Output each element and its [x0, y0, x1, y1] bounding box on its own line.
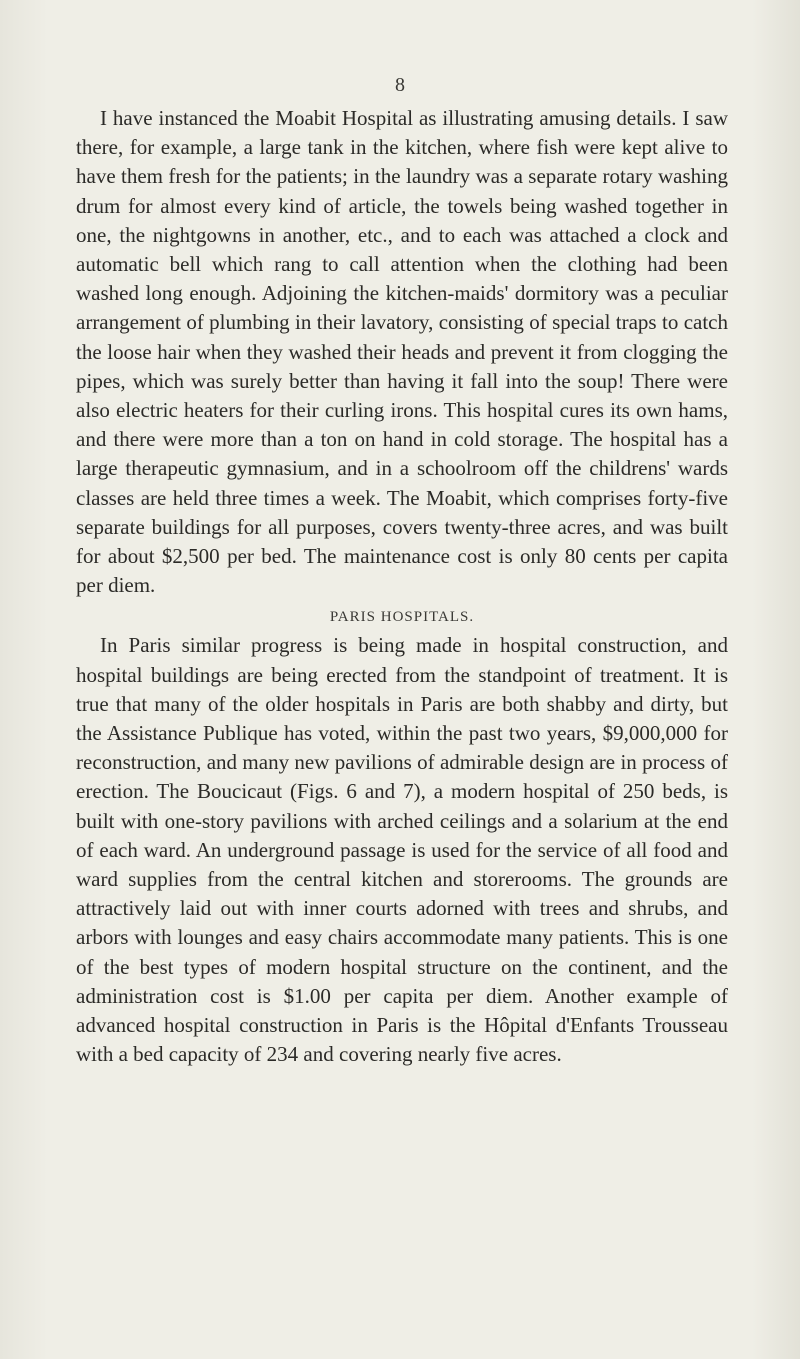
- text-column: [76, 104, 728, 1070]
- paragraph-moabit: I have instanced the Moabit Hospital as illustrating amusing details. I saw there, for example, a large tank in the kitchen, where fish were kept alive to have them fresh for the patients; in the laundry was a separate rotary washing drum for almost every kind of article, the towels being washed together in one, the nightgowns in another, etc., and to each was attached a clock and automatic bell which rang to call attention when the clothing had been washed long enough. Adjoining the kitchen-maids' dormitory was a peculiar arrangement of plumbing in their lavatory, consisting of special traps to catch the loose hair when they washed their heads and prevent it from clogging the pipes, which was surely better than having it fall into the soup! There were also electric heaters for their curling irons. This hospital cures its own hams, and there were more than a ton on hand in cold storage. The hospital has a large therapeutic gymnasium, and in a schoolroom off the childrens' wards classes are held three times a week. The Moabit, which comprises forty-five separate buildings for all purposes, covers twenty-three acres, and was built for about $2,500 per bed. The maintenance cost is only 80 cents per capita per diem.: [76, 106, 728, 598]
- section-heading-paris-hospitals: PARIS HOSPITALS.: [329, 609, 475, 626]
- paragraph-paris: In Paris similar progress is being made in hospital construction, and hospital buildings are being erected from the standpoint of treatment. It is true that many of the older hospitals in Paris are both shabby and dirty, but the Assistance Publique has voted, within the past two years, $9,000,000 for reconstruction, and many new pavilions of admirable design are in process of erection. The Boucicaut (Figs. 6 and 7), a modern hospital of 250 beds, is built with one-story pavilions with arched ceilings and a solarium at the end of each ward. An underground passage is used for the service of all food and ward supplies from the central kitchen and storerooms. The grounds are attractively laid out with inner courts adorned with trees and shrubs, and arbors with lounges and easy chairs accommodate many patients. This is one of the best types of modern hospital structure on the continent, and the administration cost is $1.00 per capita per diem. Another example of advanced hospital construction in Paris is the Hôpital d'Enfants Trousseau with a bed capacity of 234 and covering nearly five acres.: [76, 633, 728, 1067]
- page-number: 8: [395, 74, 405, 96]
